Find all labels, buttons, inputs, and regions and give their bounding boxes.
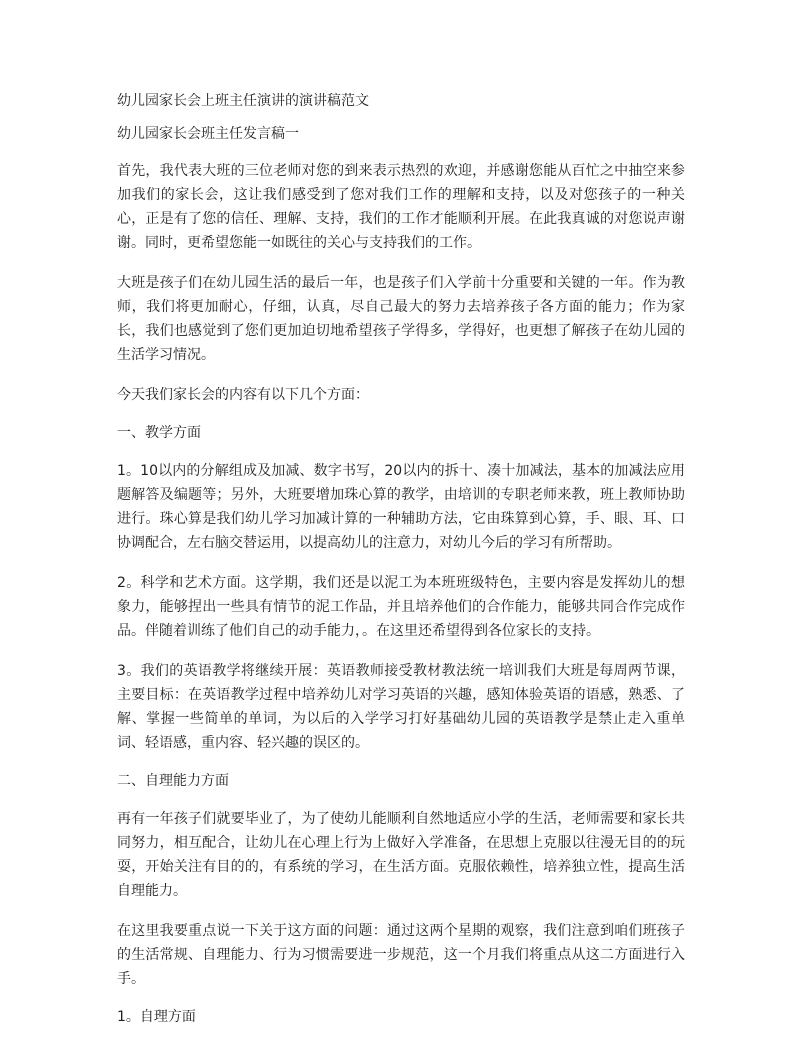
paragraph-graduation-prep: 再有一年孩子们就要毕业了，为了使幼儿能顺利自然地适应小学的生活，老师需要和家长共同努力，相互配合，让幼儿在心理上行为上做好入学准备，在思想上克服以往漫无目的的玩耍，开始关注有目的的，有系统的学习，在生活方面。克服依赖性，培养独立性，提高生活自理能力。 xyxy=(117,811,685,899)
paragraph-welcome: 首先，我代表大班的三位老师对您的到来表示热烈的欢迎，并感谢您能从百忙之中抽空来参加我们的家长会，这让我们感受到了您对我们工作的理解和支持，以及对您孩子的一种关心，正是有了您的信任、理解、支持，我们的工作才能顺利开展。在此我真诚的对您说声谢谢。同时，更希望您能一如既往的关心与支持我们的工作。 xyxy=(117,163,685,251)
section-heading-teaching: 一、教学方面 xyxy=(117,425,201,441)
subsection-heading-self-care: 1。自理方面 xyxy=(117,1009,196,1025)
document-subtitle: 幼儿园家长会班主任发言稿一 xyxy=(117,126,299,142)
paragraph-science-art: 2。科学和艺术方面。这学期，我们还是以泥工为本班班级特色，主要内容是发挥幼儿的想象力，能够捏出一些具有情节的泥工作品，并且培养他们的合作能力，能够共同合作完成作品。伴随着训练了他们自己的动手能力，。在这里还希望得到各位家长的支持。 xyxy=(117,575,685,639)
paragraph-math: 1。10以内的分解组成及加减、数字书写，20以内的拆十、凑十加减法，基本的加减法应用题解答及编题等；另外，大班要增加珠心算的教学，由培训的专职老师来教，班上教师协助进行。珠心算是我们幼儿学习加减计算的一种辅助方法，它由珠算到心算，手、眼、耳、口协调配合，左右脑交替运用，以提高幼儿的注意力，对幼儿今后的学习有所帮助。 xyxy=(117,463,685,551)
paragraph-meeting-agenda: 今天我们家长会的内容有以下几个方面： xyxy=(117,387,369,403)
paragraph-focus-issues: 在这里我要重点说一下关于这方面的问题：通过这两个星期的观察，我们注意到咱们班孩子的生活常规、自理能力、行为习惯需要进一步规范，这一个月我们将重点从这二方面进行入手。 xyxy=(117,923,685,987)
paragraph-english: 3。我们的英语教学将继续开展：英语教师接受教材教法统一培训我们大班是每周两节课，主要目标：在英语教学过程中培养幼儿对学习英语的兴趣，感知体验英语的语感，熟悉、了解、掌握一些简单的单词，为以后的入学学习打好基础幼儿园的英语教学是禁止走入重单词、轻语感，重内容、轻兴趣的误区的。 xyxy=(117,663,685,751)
paragraph-final-year: 大班是孩子们在幼儿园生活的最后一年，也是孩子们入学前十分重要和关键的一年。作为教师，我们将更加耐心，仔细，认真，尽自己最大的努力去培养孩子各方面的能力；作为家长，我们也感觉到了您们更加迫切地希望孩子学得多，学得好，也更想了解孩子在幼儿园的生活学习情况。 xyxy=(117,275,685,363)
document-page xyxy=(117,92,685,1043)
section-heading-self-care: 二、自理能力方面 xyxy=(117,773,229,789)
document-title: 幼儿园家长会上班主任演讲的演讲稿范文 xyxy=(117,93,369,109)
